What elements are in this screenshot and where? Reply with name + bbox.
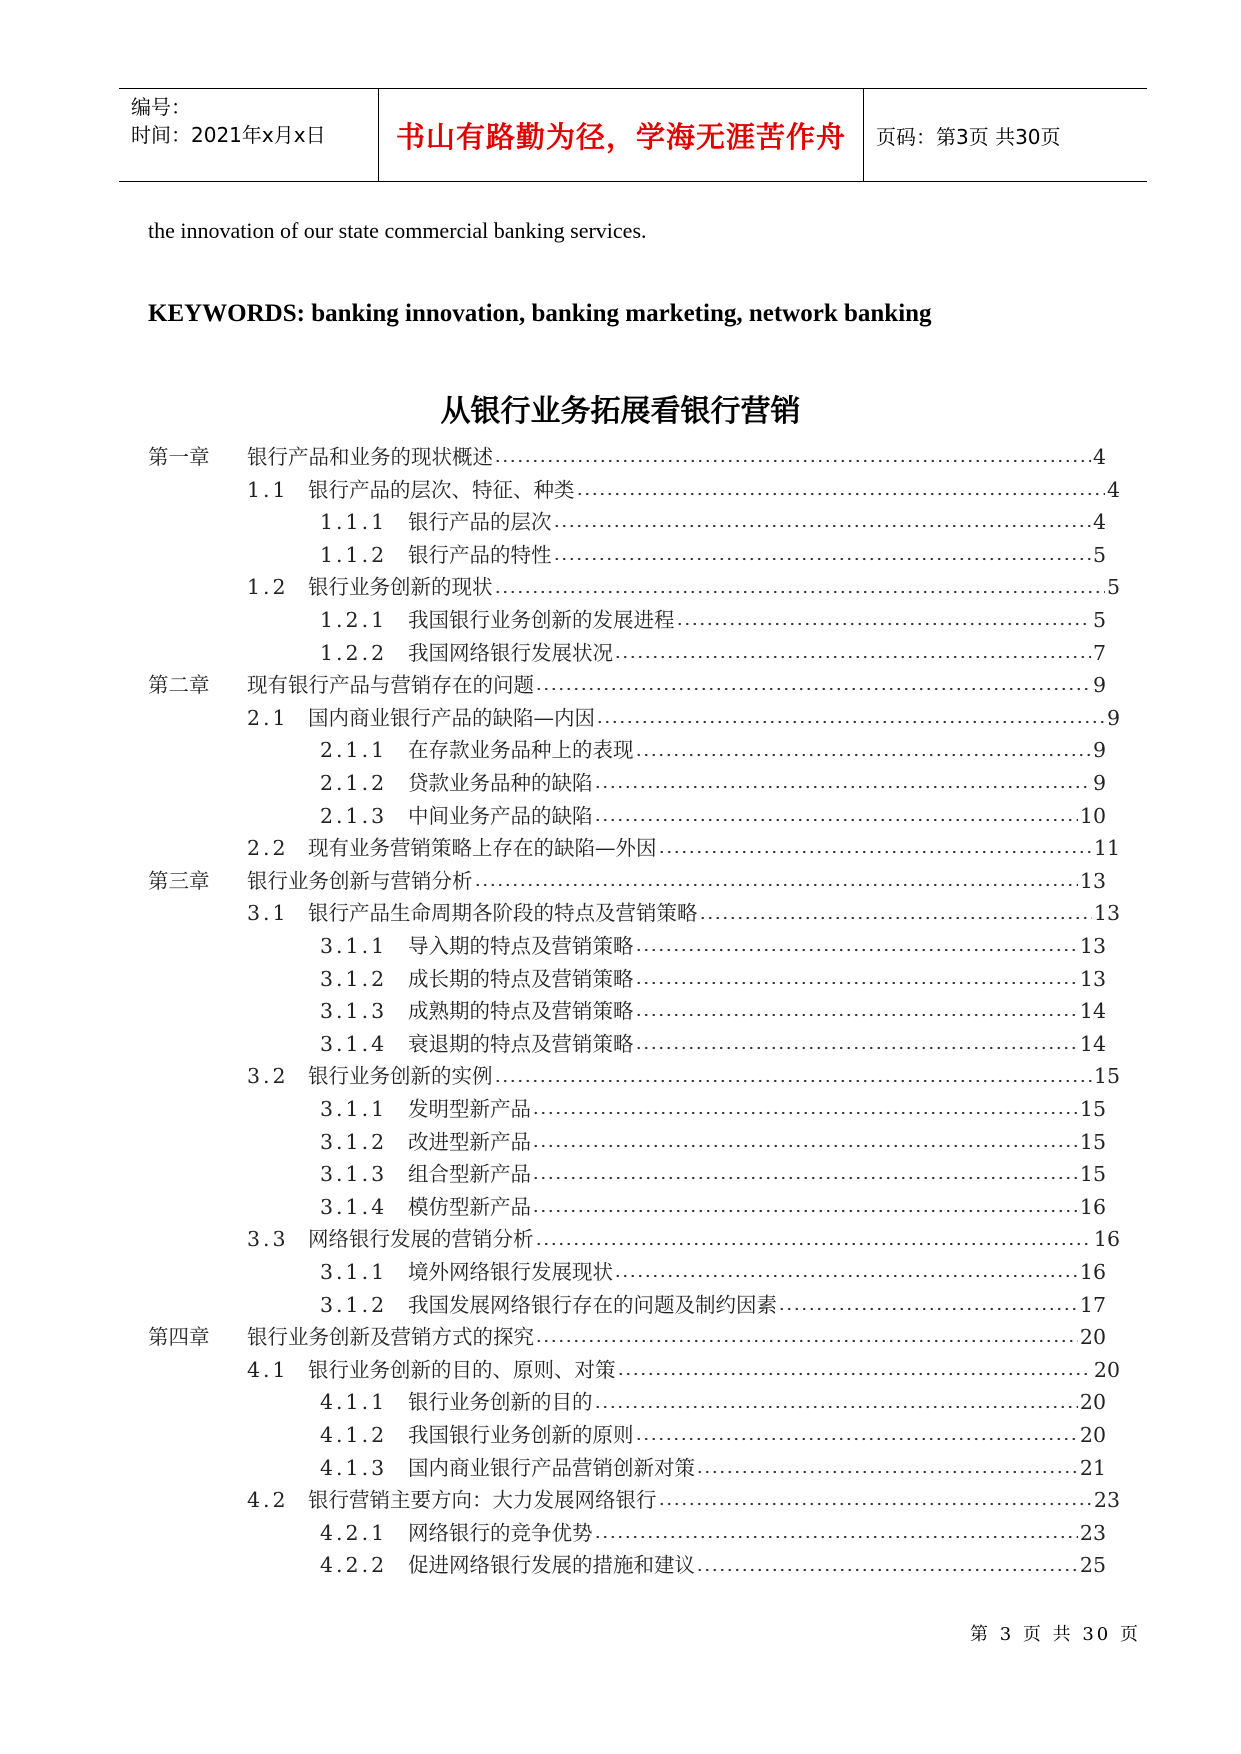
toc-entry[interactable] bbox=[320, 1451, 1106, 1483]
toc-entry-number: 4.1.3 bbox=[320, 1455, 388, 1480]
toc-entry-page: 5 bbox=[1092, 608, 1106, 632]
toc-leader-dots bbox=[635, 1027, 1078, 1059]
toc-leader-dots bbox=[658, 831, 1092, 863]
toc-entry-page: 20 bbox=[1079, 1390, 1106, 1415]
toc-entry-page: 4 bbox=[1092, 445, 1106, 469]
toc-leader-dots bbox=[596, 701, 1105, 733]
toc-leader-dots bbox=[614, 1255, 1078, 1287]
toc-entry[interactable] bbox=[320, 1516, 1106, 1548]
toc-entry-number: 1.1.1 bbox=[320, 510, 388, 535]
toc-entry-number: 2.1.2 bbox=[320, 771, 388, 795]
toc-entry-page: 16 bbox=[1093, 1227, 1120, 1252]
toc-entry-number: 3.1.1 bbox=[320, 1260, 388, 1284]
toc-entry-page: 11 bbox=[1093, 836, 1120, 861]
toc-entry-title: 组合型新产品 bbox=[408, 1162, 531, 1187]
toc-entry-title: 现有业务营销策略上存在的缺陷—外因 bbox=[308, 836, 657, 861]
toc-entry-title: 中间业务产品的缺陷 bbox=[408, 803, 593, 828]
toc-leader-dots bbox=[778, 1288, 1078, 1320]
toc-entry-title: 银行业务创新的目的、原则、对策 bbox=[308, 1357, 616, 1382]
toc-entry-page: 20 bbox=[1079, 1423, 1106, 1447]
toc-entry[interactable] bbox=[247, 896, 1120, 928]
toc-entry-number: 3.2 bbox=[247, 1064, 289, 1089]
toc-entry-page: 9 bbox=[1106, 705, 1120, 730]
toc-entry-title: 银行业务创新与营销分析 bbox=[247, 868, 473, 893]
time-label: 时间：2021年x月x日 bbox=[131, 123, 326, 147]
toc-entry-number: 2.1 bbox=[247, 705, 289, 730]
toc-entry-number: 4.2.2 bbox=[320, 1553, 388, 1578]
toc-entry-number: 第二章 bbox=[148, 673, 210, 698]
toc-entry-number: 3.1.4 bbox=[320, 1194, 388, 1219]
toc-entry-number: 1.1.2 bbox=[320, 542, 388, 567]
toc-entry-title: 模仿型新产品 bbox=[408, 1194, 531, 1219]
toc-entry-page: 5 bbox=[1092, 542, 1106, 567]
toc-entry-page: 15 bbox=[1079, 1097, 1106, 1121]
toc-entry-number: 4.2 bbox=[247, 1488, 289, 1513]
toc-entry-page: 13 bbox=[1079, 934, 1106, 958]
toc-leader-dots bbox=[532, 1190, 1078, 1222]
toc-entry[interactable] bbox=[320, 1548, 1106, 1580]
toc-entry-number: 2.1.1 bbox=[320, 738, 388, 763]
toc-entry-title: 发明型新产品 bbox=[408, 1097, 531, 1121]
toc-entry[interactable] bbox=[247, 1059, 1120, 1091]
toc-entry-number: 4.1.2 bbox=[320, 1423, 388, 1447]
toc-entry-title: 衰退期的特点及营销策略 bbox=[408, 1031, 634, 1056]
page-footer: 第 3 页 共 30 页 bbox=[970, 1624, 1141, 1645]
toc-leader-dots bbox=[535, 1320, 1078, 1352]
toc-title: 从银行业务拓展看银行营销 bbox=[440, 394, 801, 429]
toc-entry[interactable] bbox=[247, 1353, 1120, 1385]
toc-entry-number: 3.1.1 bbox=[320, 1097, 388, 1121]
toc-entry-number: 1.2.1 bbox=[320, 608, 388, 632]
toc-entry[interactable] bbox=[148, 668, 1106, 700]
toc-entry-title: 境外网络银行发展现状 bbox=[408, 1260, 613, 1284]
toc-entry[interactable] bbox=[247, 831, 1120, 863]
toc-entry-number: 3.1.2 bbox=[320, 1292, 388, 1317]
toc-entry[interactable] bbox=[247, 1222, 1120, 1254]
toc-entry[interactable] bbox=[320, 636, 1106, 668]
toc-entry[interactable] bbox=[320, 1385, 1106, 1417]
toc-leader-dots bbox=[532, 1092, 1078, 1124]
toc-entry-page: 23 bbox=[1079, 1520, 1106, 1545]
toc-leader-dots bbox=[494, 1059, 1092, 1091]
toc-entry[interactable] bbox=[320, 1288, 1106, 1320]
toc-entry[interactable] bbox=[320, 1125, 1106, 1157]
toc-entry-title: 现有银行产品与营销存在的问题 bbox=[247, 673, 534, 698]
toc-entry-title: 我国银行业务创新的原则 bbox=[408, 1423, 634, 1447]
toc-entry-title: 贷款业务品种的缺陷 bbox=[408, 771, 593, 795]
toc-entry-number: 3.1.1 bbox=[320, 934, 388, 958]
toc-entry[interactable] bbox=[320, 1157, 1106, 1189]
toc-entry-page: 15 bbox=[1079, 1129, 1106, 1154]
toc-leader-dots bbox=[676, 603, 1091, 635]
toc-leader-dots bbox=[635, 929, 1078, 961]
toc-leader-dots bbox=[696, 1451, 1078, 1483]
toc-entry-page: 10 bbox=[1079, 803, 1106, 828]
toc-entry-page: 13 bbox=[1079, 868, 1106, 893]
toc-leader-dots bbox=[535, 668, 1091, 700]
toc-entry-number: 2.1.3 bbox=[320, 803, 388, 828]
toc-entry[interactable] bbox=[148, 1320, 1106, 1352]
toc-entry-title: 银行产品生命周期各阶段的特点及营销策略 bbox=[308, 901, 698, 926]
toc-leader-dots bbox=[535, 1222, 1092, 1254]
header-motto: 书山有路勤为径，学海无涯苦作舟 bbox=[379, 89, 864, 181]
toc-entry-page: 16 bbox=[1079, 1194, 1106, 1219]
toc-leader-dots bbox=[494, 440, 1091, 472]
toc-entry[interactable] bbox=[320, 962, 1106, 994]
toc-entry-page: 21 bbox=[1079, 1455, 1106, 1480]
toc-entry-page: 5 bbox=[1106, 575, 1120, 600]
toc-entry[interactable] bbox=[320, 733, 1106, 765]
toc-entry-number: 3.1.3 bbox=[320, 1162, 388, 1187]
toc-entry-number: 第四章 bbox=[148, 1325, 210, 1350]
toc-entry-title: 银行产品的层次 bbox=[408, 510, 552, 535]
toc-entry-title: 银行业务创新的实例 bbox=[308, 1064, 493, 1089]
toc-entry-title: 国内商业银行产品营销创新对策 bbox=[408, 1455, 695, 1480]
toc-entry-page: 25 bbox=[1079, 1553, 1106, 1578]
toc-entry-page: 14 bbox=[1079, 1031, 1106, 1056]
toc-entry-number: 2.2 bbox=[247, 836, 289, 861]
toc-entry-number: 3.1.2 bbox=[320, 966, 388, 991]
toc-entry-title: 银行业务创新的现状 bbox=[308, 575, 493, 600]
toc-leader-dots bbox=[594, 799, 1078, 831]
toc-entry-number: 4.2.1 bbox=[320, 1520, 388, 1545]
toc-entry-number: 4.1 bbox=[247, 1357, 289, 1382]
toc-entry-page: 20 bbox=[1079, 1325, 1106, 1350]
toc-entry-page: 4 bbox=[1106, 477, 1120, 502]
toc-entry-number: 3.1 bbox=[247, 901, 289, 926]
toc-entry[interactable] bbox=[320, 799, 1106, 831]
toc-entry-page: 9 bbox=[1092, 771, 1106, 795]
toc-entry-number: 3.1.3 bbox=[320, 999, 388, 1024]
toc-entry[interactable] bbox=[247, 570, 1120, 602]
toc-leader-dots bbox=[635, 1418, 1078, 1450]
toc-entry[interactable] bbox=[320, 1027, 1106, 1059]
toc-entry-number: 1.2.2 bbox=[320, 640, 388, 665]
toc-entry-page: 15 bbox=[1093, 1064, 1120, 1089]
toc-entry-title: 网络银行发展的营销分析 bbox=[308, 1227, 534, 1252]
toc-entry-title: 银行产品的特性 bbox=[408, 542, 552, 567]
toc-entry-title: 我国银行业务创新的发展进程 bbox=[408, 608, 675, 632]
toc-leader-dots bbox=[532, 1157, 1078, 1189]
toc-entry[interactable] bbox=[320, 603, 1106, 635]
toc-entry-title: 导入期的特点及营销策略 bbox=[408, 934, 634, 958]
page-header bbox=[119, 88, 1147, 182]
toc-entry-page: 13 bbox=[1079, 966, 1106, 991]
toc-leader-dots bbox=[614, 636, 1091, 668]
toc-entry-page: 4 bbox=[1092, 510, 1106, 535]
toc-entry[interactable] bbox=[320, 1418, 1106, 1450]
toc-entry-number: 4.1.1 bbox=[320, 1390, 388, 1415]
toc-entry-title: 银行业务创新及营销方式的探究 bbox=[247, 1325, 534, 1350]
toc-entry-page: 16 bbox=[1079, 1260, 1106, 1284]
toc-entry-title: 我国网络银行发展状况 bbox=[408, 640, 613, 665]
toc-entry-title: 银行营销主要方向：大力发展网络银行 bbox=[308, 1488, 657, 1513]
toc-entry[interactable] bbox=[148, 440, 1106, 472]
toc-entry-title: 改进型新产品 bbox=[408, 1129, 531, 1154]
header-meta bbox=[119, 89, 379, 181]
toc-entry-title: 银行业务创新的目的 bbox=[408, 1390, 593, 1415]
toc-entry[interactable] bbox=[320, 1255, 1106, 1287]
toc-leader-dots bbox=[474, 864, 1078, 896]
toc-entry[interactable] bbox=[320, 505, 1106, 537]
toc-entry-number: 3.3 bbox=[247, 1227, 289, 1252]
toc-entry-page: 20 bbox=[1093, 1357, 1120, 1382]
toc-leader-dots bbox=[576, 473, 1105, 505]
toc-entry-number: 1.2 bbox=[247, 575, 289, 600]
toc-entry[interactable] bbox=[320, 538, 1106, 570]
toc-leader-dots bbox=[594, 1385, 1078, 1417]
toc-entry-title: 我国发展网络银行存在的问题及制约因素 bbox=[408, 1292, 777, 1317]
toc-entry-title: 国内商业银行产品的缺陷—内因 bbox=[308, 705, 595, 730]
toc-leader-dots bbox=[696, 1548, 1078, 1580]
abstract-tail: the innovation of our state commercial banking services. bbox=[148, 218, 647, 243]
toc-leader-dots bbox=[594, 1516, 1078, 1548]
toc-leader-dots bbox=[594, 766, 1091, 798]
toc-leader-dots bbox=[699, 896, 1092, 928]
toc-entry[interactable] bbox=[247, 473, 1120, 505]
toc-entry-number: 3.1.4 bbox=[320, 1031, 388, 1056]
toc-leader-dots bbox=[532, 1125, 1078, 1157]
toc-entry-title: 银行产品和业务的现状概述 bbox=[247, 445, 493, 469]
toc-entry-page: 13 bbox=[1093, 901, 1120, 926]
toc-leader-dots bbox=[553, 538, 1091, 570]
toc-entry-title: 网络银行的竞争优势 bbox=[408, 1520, 593, 1545]
toc-entry[interactable] bbox=[320, 1190, 1106, 1222]
toc-entry[interactable] bbox=[320, 929, 1106, 961]
toc-entry-title: 银行产品的层次、特征、种类 bbox=[308, 477, 575, 502]
toc-leader-dots bbox=[658, 1483, 1092, 1515]
toc-entry-page: 14 bbox=[1079, 999, 1106, 1024]
number-label: 编号： bbox=[131, 95, 191, 119]
header-page-info: 页码：第3页 共30页 bbox=[876, 124, 1061, 149]
toc-entry-page: 7 bbox=[1092, 640, 1106, 665]
toc-entry-number: 1.1 bbox=[247, 477, 289, 502]
toc-entry-title: 促进网络银行发展的措施和建议 bbox=[408, 1553, 695, 1578]
toc-entry-title: 在存款业务品种上的表现 bbox=[408, 738, 634, 763]
toc-entry-number: 第三章 bbox=[148, 868, 210, 893]
toc-leader-dots bbox=[635, 733, 1091, 765]
toc-entry-page: 17 bbox=[1079, 1292, 1106, 1317]
toc-entry-number: 第一章 bbox=[148, 445, 210, 469]
toc-leader-dots bbox=[617, 1353, 1092, 1385]
toc-entry[interactable] bbox=[148, 864, 1106, 896]
toc-leader-dots bbox=[635, 994, 1078, 1026]
keywords: KEYWORDS: banking innovation, banking marketing, network banking bbox=[148, 300, 932, 327]
toc-leader-dots bbox=[553, 505, 1091, 537]
toc-entry-title: 成熟期的特点及营销策略 bbox=[408, 999, 634, 1024]
toc-entry-number: 3.1.2 bbox=[320, 1129, 388, 1154]
toc-entry[interactable] bbox=[247, 701, 1120, 733]
toc-entry-page: 15 bbox=[1079, 1162, 1106, 1187]
toc-entry-page: 9 bbox=[1092, 673, 1106, 698]
toc-entry[interactable] bbox=[320, 994, 1106, 1026]
toc-entry-page: 9 bbox=[1092, 738, 1106, 763]
toc-entry[interactable] bbox=[247, 1483, 1120, 1515]
toc-leader-dots bbox=[494, 570, 1105, 602]
toc-entry-title: 成长期的特点及营销策略 bbox=[408, 966, 634, 991]
toc-entry[interactable] bbox=[320, 1092, 1106, 1124]
toc-entry-page: 23 bbox=[1093, 1488, 1120, 1513]
toc-entry[interactable] bbox=[320, 766, 1106, 798]
toc-leader-dots bbox=[635, 962, 1078, 994]
